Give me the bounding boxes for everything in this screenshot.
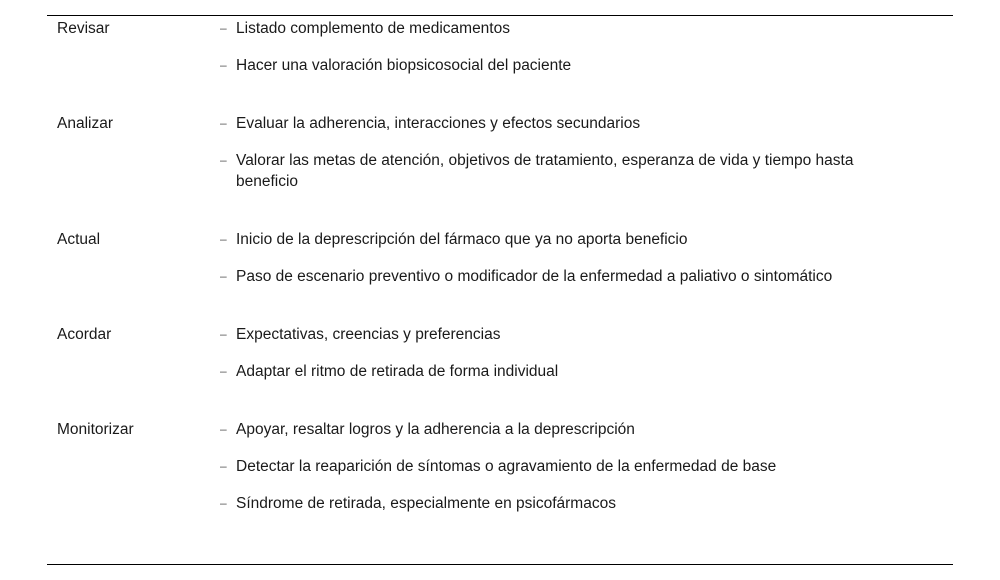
item-text: Valorar las metas de atención, objetivos de tratamiento, esperanza de vida y tiempo hasta beneficio xyxy=(236,152,854,190)
dash-bullet: – xyxy=(220,153,227,167)
dash-bullet: – xyxy=(220,459,227,473)
table-bottom-rule xyxy=(47,564,953,565)
list-item xyxy=(220,493,937,514)
dash-bullet: – xyxy=(220,496,227,510)
list-item xyxy=(220,150,937,192)
dash-bullet: – xyxy=(220,58,227,72)
row-label: Monitorizar xyxy=(57,421,134,438)
row-label: Acordar xyxy=(57,326,112,343)
list-item xyxy=(220,456,937,477)
item-text: Inicio de la deprescripción del fármaco que ya no aporta beneficio xyxy=(236,231,688,248)
dash-bullet: – xyxy=(220,21,227,35)
item-text: Paso de escenario preventivo o modificador de la enfermedad a paliativo o sintomático xyxy=(236,268,833,285)
row-items xyxy=(220,324,937,398)
row-label: Actual xyxy=(57,231,101,248)
dash-bullet: – xyxy=(220,327,227,341)
table-row-actual xyxy=(57,229,937,303)
item-text: Hacer una valoración biopsicosocial del paciente xyxy=(236,57,572,74)
list-item xyxy=(220,18,937,39)
row-items xyxy=(220,113,937,208)
item-text: Síndrome de retirada, especialmente en psicofármacos xyxy=(236,495,616,512)
row-label: Revisar xyxy=(57,20,110,37)
list-item xyxy=(220,266,937,287)
item-text: Evaluar la adherencia, interacciones y efectos secundarios xyxy=(236,115,641,132)
table-row-revisar xyxy=(57,18,937,92)
item-text: Adaptar el ritmo de retirada de forma individual xyxy=(236,363,559,380)
table-row-acordar xyxy=(57,324,937,398)
list-item xyxy=(220,113,937,134)
item-text: Apoyar, resaltar logros y la adherencia a la deprescripción xyxy=(236,421,635,438)
list-item xyxy=(220,55,937,76)
list-item xyxy=(220,324,937,345)
item-text: Detectar la reaparición de síntomas o agravamiento de la enfermedad de base xyxy=(236,458,777,475)
list-item xyxy=(220,361,937,382)
dash-bullet: – xyxy=(220,232,227,246)
item-text: Expectativas, creencias y preferencias xyxy=(236,326,501,343)
dash-bullet: – xyxy=(220,364,227,378)
row-items xyxy=(220,419,937,530)
list-item xyxy=(220,419,937,440)
table-top-rule xyxy=(47,15,953,16)
row-label: Analizar xyxy=(57,115,113,132)
dash-bullet: – xyxy=(220,422,227,436)
item-text: Listado complemento de medicamentos xyxy=(236,20,510,37)
table-row-analizar xyxy=(57,113,937,208)
dash-bullet: – xyxy=(220,116,227,130)
deprescription-table xyxy=(57,18,937,530)
dash-bullet: – xyxy=(220,269,227,283)
row-items xyxy=(220,18,937,92)
list-item xyxy=(220,229,937,250)
table-row-monitorizar xyxy=(57,419,937,530)
row-items xyxy=(220,229,937,303)
